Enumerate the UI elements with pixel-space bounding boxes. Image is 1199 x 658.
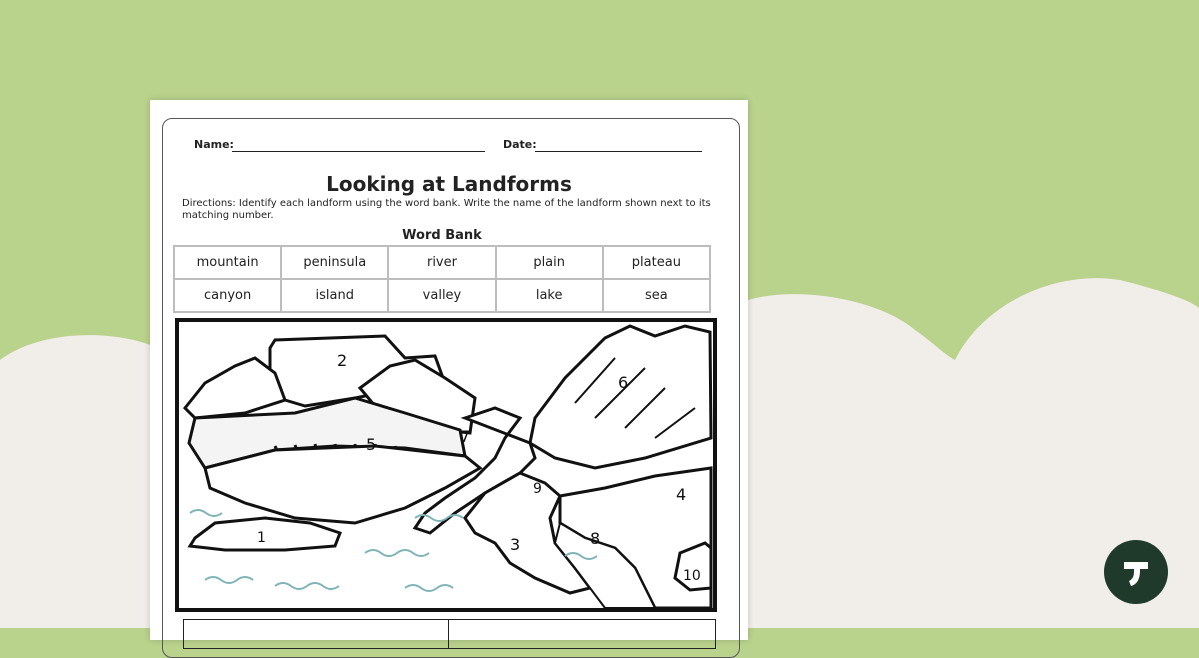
- name-label: Name:: [194, 138, 234, 151]
- worksheet-title: Looking at Landforms: [326, 172, 572, 196]
- teach-starter-logo-icon[interactable]: [1104, 540, 1168, 604]
- word-bank-cell: island: [281, 279, 388, 312]
- word-bank-row: [174, 246, 710, 279]
- word-bank-cell: peninsula: [281, 246, 388, 279]
- word-bank-title: Word Bank: [402, 228, 482, 243]
- landform-number-9: 9: [533, 481, 542, 497]
- name-field-line[interactable]: [232, 151, 485, 152]
- landform-number-2: 2: [337, 351, 348, 370]
- date-label: Date:: [503, 138, 537, 151]
- word-bank-cell: canyon: [174, 279, 281, 312]
- landform-number-4: 4: [676, 485, 687, 504]
- word-bank-cell: lake: [496, 279, 603, 312]
- landform-number-1: 1: [257, 530, 266, 546]
- word-bank-table: [173, 245, 711, 313]
- landform-number-10: 10: [683, 568, 701, 584]
- worksheet: [150, 100, 748, 640]
- word-bank-cell: plain: [496, 246, 603, 279]
- directions-text: Directions: Identify each landform using the word bank. Write the name of the landform shown next to its matching number.: [182, 198, 711, 221]
- answer-box-left[interactable]: [183, 619, 449, 649]
- landform-number-5: 5: [366, 435, 377, 454]
- word-bank-cell: river: [388, 246, 495, 279]
- landform-scene-illustration: [175, 318, 717, 612]
- landform-number-8: 8: [590, 529, 601, 548]
- word-bank-row: [174, 279, 710, 312]
- landform-number-3: 3: [510, 535, 521, 554]
- word-bank-cell: valley: [388, 279, 495, 312]
- word-bank-cell: sea: [603, 279, 710, 312]
- landform-number-6: 6: [618, 373, 629, 392]
- date-field-line[interactable]: [535, 151, 702, 152]
- landform-number-7: 7: [460, 427, 471, 446]
- answer-box-right[interactable]: [448, 619, 716, 649]
- word-bank-cell: mountain: [174, 246, 281, 279]
- word-bank-cell: plateau: [603, 246, 710, 279]
